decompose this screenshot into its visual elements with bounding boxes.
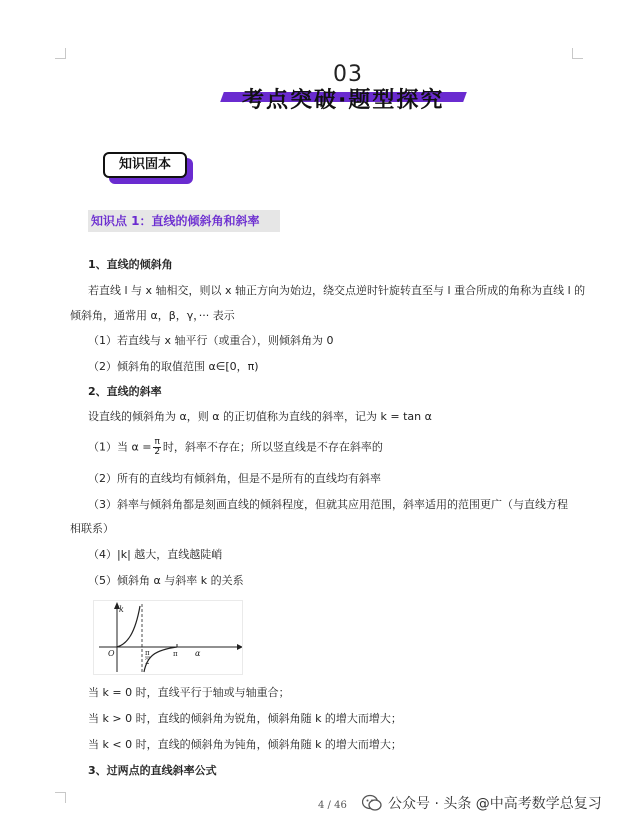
origin-label: O — [108, 649, 115, 658]
page-number: 4 / 46 — [318, 800, 347, 811]
half-pi-numerator: π — [145, 649, 150, 657]
paragraph-line: （2）倾斜角的取值范围 α∈[0，π) — [88, 360, 259, 373]
subheading-slope: 2、直线的斜率 — [88, 385, 162, 398]
paragraph-line: 当 k > 0 时，直线的倾斜角为锐角，倾斜角随 k 的增大而增大； — [88, 712, 402, 725]
paragraph-line: （5）倾斜角 α 与斜率 k 的关系 — [88, 574, 244, 587]
paragraph-line: 相联系） — [70, 522, 114, 535]
paragraph-line: 若直线 l 与 x 轴相交，则以 x 轴正方向为始边，绕交点逆时针旋转直至与 l 重合所成的角称为直线 l 的 — [88, 284, 586, 297]
pi-over-2-fraction — [153, 438, 160, 457]
y-axis-label: k — [119, 605, 124, 614]
fraction-prefix: （1）当 α = — [88, 440, 152, 454]
wechat-icon — [362, 794, 382, 812]
chapter-number: 03 — [333, 62, 363, 87]
paragraph-line: （1）若直线与 x 轴平行（或重合），则倾斜角为 0 — [88, 334, 334, 347]
half-pi-denominator: 2 — [145, 658, 150, 666]
fraction-numerator: π — [154, 437, 160, 447]
knowledge-point-heading: 知识点 1：直线的倾斜角和斜率 — [88, 210, 280, 232]
section-box — [103, 152, 193, 184]
paragraph-line: 倾斜角，通常用 α，β，γ，··· 表示 — [70, 309, 235, 322]
paragraph-line: （2）所有的直线均有倾斜角，但是不是所有的直线均有斜率 — [88, 472, 381, 485]
subheading-two-point-formula: 3、过两点的直线斜率公式 — [88, 764, 217, 777]
paragraph-line: 当 k = 0 时，直线平行于轴或与轴重合； — [88, 686, 290, 699]
paragraph-line: 设直线的倾斜角为 α，则 α 的正切值称为直线的斜率，记为 k = tan α — [88, 410, 432, 423]
paragraph-line-fraction — [88, 438, 383, 457]
page-title: 考点突破·题型探究 — [242, 88, 445, 113]
fraction-suffix: 时，斜率不存在；所以竖直线是不存在斜率的 — [162, 440, 383, 454]
watermark-text: 公众号 · 头条 @中高考数学总复习 — [388, 796, 602, 812]
paragraph-line: （4）|k| 越大，直线越陡峭 — [88, 548, 223, 561]
subheading-inclination: 1、直线的倾斜角 — [88, 258, 173, 271]
crop-mark — [572, 48, 583, 59]
graph-frame — [93, 600, 243, 675]
paragraph-line: （3）斜率与倾斜角都是刻画直线的倾斜程度，但就其应用范围，斜率适用的范围更广（与直线方程 — [88, 498, 568, 511]
slope-angle-graph — [93, 600, 243, 675]
crop-mark — [55, 48, 66, 59]
paragraph-line: 当 k < 0 时，直线的倾斜角为钝角，倾斜角随 k 的增大而增大； — [88, 738, 402, 751]
crop-mark — [55, 792, 66, 803]
pi-label: π — [173, 650, 178, 658]
fraction-denominator: 2 — [154, 447, 161, 457]
x-axis-label: α — [195, 649, 201, 658]
section-box-label: 知识固本 — [103, 152, 187, 178]
